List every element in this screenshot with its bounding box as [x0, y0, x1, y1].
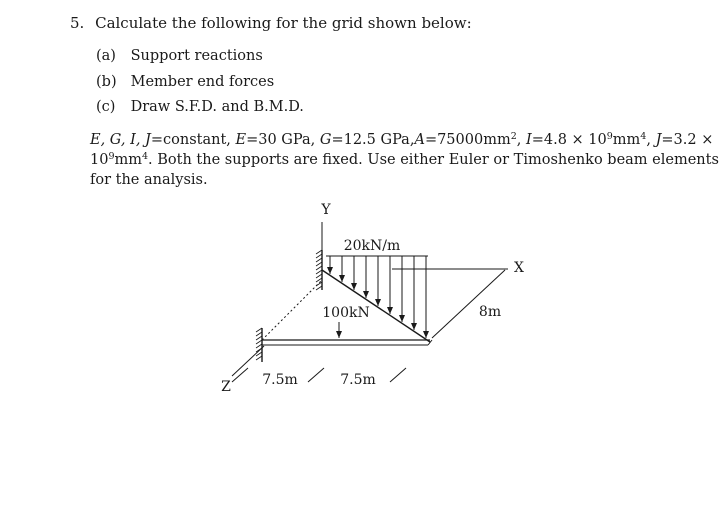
part-text: Member end forces: [130, 73, 275, 90]
j-symbol: J: [655, 132, 662, 148]
separator: ,: [516, 132, 526, 148]
g-value: =12.5 GPa,: [331, 132, 415, 148]
question-number: 5.: [70, 14, 85, 32]
point-load-label: 100kN: [322, 305, 370, 321]
y-axis-label: Y: [321, 202, 331, 218]
dimension-tick: [390, 368, 406, 382]
z-axis-label: Z: [221, 379, 231, 395]
j-value: =3.2 ×: [661, 132, 714, 148]
question-title: Calculate the following for the grid shown below:: [95, 14, 472, 32]
part-text: Draw S.F.D. and B.M.D.: [130, 99, 304, 115]
dimension-tick: [308, 368, 324, 382]
var-list: E, G, I, J: [90, 132, 151, 148]
i-exponent-2: 4: [640, 131, 647, 142]
j-unit: mm: [114, 152, 142, 168]
j-base: 10: [90, 152, 109, 168]
udl-label: 20kN/m: [343, 238, 401, 254]
separator: ,: [646, 132, 656, 148]
a-symbol: A: [414, 132, 425, 148]
i-unit: mm: [612, 132, 641, 148]
constant-text: =constant,: [150, 132, 236, 148]
part-label: (c): [96, 99, 116, 115]
properties-line-3: for the analysis.: [90, 172, 208, 188]
supports-text: . Both the supports are fixed. Use either Euler or Timoshenko beam elements: [148, 152, 719, 168]
e-value: =30 GPa,: [246, 132, 320, 148]
distributed-load-arrows: [326, 256, 428, 338]
dimension-8m: 8m: [478, 304, 502, 320]
member-horizontal: [262, 340, 432, 345]
j-exponent-2: 4: [142, 151, 149, 162]
dotted-reference-line: [262, 280, 322, 340]
a-exponent: 2: [510, 131, 517, 142]
dimension-left: 7.5m: [262, 372, 298, 388]
dimension-tick: [232, 368, 248, 382]
j-exponent-1: 9: [108, 151, 115, 162]
left-fixed-support: [256, 328, 262, 362]
g-symbol: G: [319, 132, 332, 148]
top-fixed-support: [316, 250, 322, 290]
z-axis-line: [232, 346, 264, 376]
x-axis-label: X: [514, 260, 524, 276]
a-value: =75000mm: [424, 132, 511, 148]
dimension-right: 7.5m: [340, 372, 376, 388]
e-symbol: E: [235, 132, 247, 148]
part-label: (b): [96, 73, 117, 90]
part-text: Support reactions: [130, 48, 263, 64]
part-label: (a): [96, 48, 116, 64]
i-value: =4.8 × 10: [531, 132, 607, 148]
i-exponent-1: 9: [606, 131, 613, 142]
i-symbol: I: [525, 132, 532, 148]
